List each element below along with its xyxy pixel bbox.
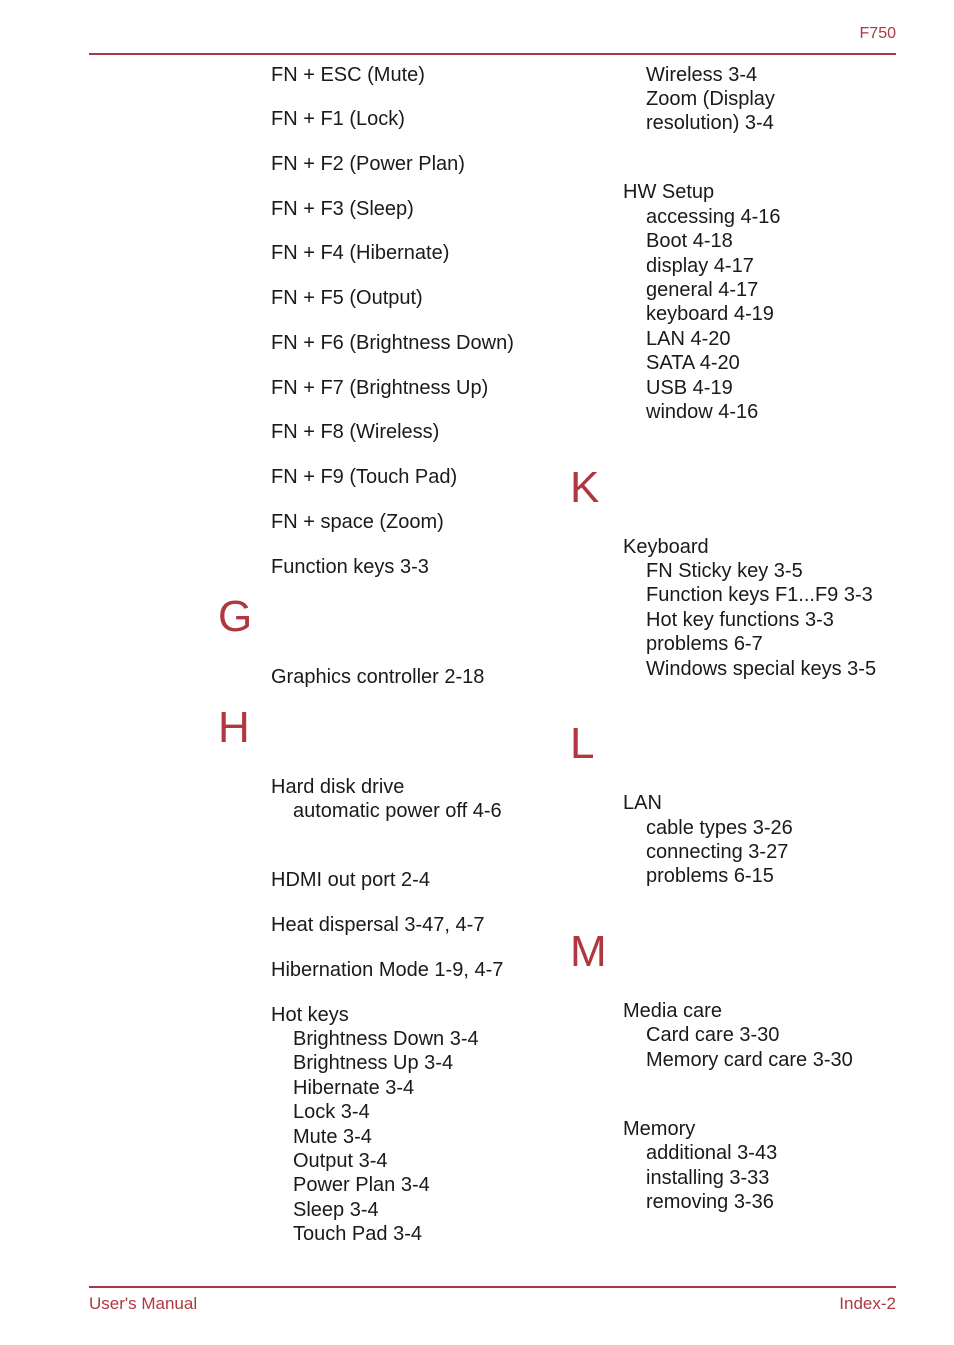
- index-entry: Keyboard: [623, 536, 709, 558]
- index-entry: FN + F4 (Hibernate): [271, 242, 450, 264]
- index-subentry: SATA 4-20: [646, 352, 740, 374]
- section-letter-g: G: [218, 592, 253, 641]
- index-entry: FN + F8 (Wireless): [271, 421, 440, 443]
- index-entry: Hot keys: [271, 1004, 349, 1026]
- section-letter-k: K: [570, 463, 600, 512]
- index-subentry: USB 4-19: [646, 377, 733, 399]
- index-subentry: Touch Pad 3-4: [293, 1223, 422, 1245]
- index-subentry: Function keys F1...F9 3-3: [646, 584, 873, 606]
- index-entry: Heat dispersal 3-47, 4-7: [271, 914, 485, 936]
- index-subentry: problems 6-7: [646, 633, 763, 655]
- index-subentry: cable types 3-26: [646, 817, 793, 839]
- index-entry: FN + F9 (Touch Pad): [271, 466, 458, 488]
- index-subentry: Sleep 3-4: [293, 1199, 379, 1221]
- index-entry: Function keys 3-3: [271, 556, 429, 578]
- index-subentry: FN Sticky key 3-5: [646, 560, 803, 582]
- index-entry: FN + ESC (Mute): [271, 64, 425, 86]
- section-letter-l: L: [570, 719, 595, 768]
- index-entry: HW Setup: [623, 181, 715, 203]
- footer-rule: [89, 1286, 896, 1288]
- footer-page-number: Index-2: [839, 1294, 896, 1313]
- index-entry: FN + F6 (Brightness Down): [271, 332, 514, 354]
- index-subentry: problems 6-15: [646, 865, 774, 887]
- index-subentry: Power Plan 3-4: [293, 1174, 430, 1196]
- index-subentry: Brightness Up 3-4: [293, 1052, 454, 1074]
- index-subentry: resolution) 3-4: [646, 112, 774, 134]
- index-subentry: Output 3-4: [293, 1150, 388, 1172]
- index-subentry: LAN 4-20: [646, 328, 731, 350]
- index-subentry: additional 3-43: [646, 1142, 778, 1164]
- index-entry: FN + F2 (Power Plan): [271, 153, 465, 175]
- index-entry: FN + F1 (Lock): [271, 108, 405, 130]
- index-subentry: keyboard 4-19: [646, 303, 774, 325]
- index-subentry: Hibernate 3-4: [293, 1077, 415, 1099]
- index-subentry: Wireless 3-4: [646, 64, 758, 86]
- index-subentry: general 4-17: [646, 279, 759, 301]
- index-entry: HDMI out port 2-4: [271, 869, 430, 891]
- index-subentry: Brightness Down 3-4: [293, 1028, 479, 1050]
- index-subentry: removing 3-36: [646, 1191, 774, 1213]
- index-subentry: connecting 3-27: [646, 841, 789, 863]
- index-entry: FN + F5 (Output): [271, 287, 423, 309]
- section-letter-m: M: [570, 927, 607, 976]
- index-subentry: accessing 4-16: [646, 206, 781, 228]
- index-subentry: automatic power off 4-6: [293, 800, 502, 822]
- footer-manual-title: User's Manual: [89, 1294, 198, 1313]
- index-entry: Hard disk drive: [271, 776, 405, 798]
- index-entry: Media care: [623, 1000, 722, 1022]
- index-entry: Hibernation Mode 1-9, 4-7: [271, 959, 504, 981]
- index-entry: FN + F3 (Sleep): [271, 198, 414, 220]
- index-entry: Graphics controller 2-18: [271, 666, 485, 688]
- index-subentry: display 4-17: [646, 255, 754, 277]
- header-model: F750: [859, 25, 896, 42]
- index-subentry: Boot 4-18: [646, 230, 733, 252]
- header-rule: [89, 53, 896, 55]
- index-subentry: Hot key functions 3-3: [646, 609, 834, 631]
- index-subentry: Windows special keys 3-5: [646, 658, 877, 680]
- section-letter-h: H: [218, 703, 250, 752]
- index-entry: FN + F7 (Brightness Up): [271, 377, 489, 399]
- index-subentry: installing 3-33: [646, 1167, 770, 1189]
- index-subentry: Card care 3-30: [646, 1024, 780, 1046]
- index-subentry: Zoom (Display: [646, 88, 775, 110]
- index-entry: LAN: [623, 792, 662, 814]
- index-subentry: Mute 3-4: [293, 1126, 372, 1148]
- index-subentry: Memory card care 3-30: [646, 1049, 853, 1071]
- index-subentry: window 4-16: [646, 401, 759, 423]
- index-entry: Memory: [623, 1118, 696, 1140]
- index-entry: FN + space (Zoom): [271, 511, 444, 533]
- index-subentry: Lock 3-4: [293, 1101, 370, 1123]
